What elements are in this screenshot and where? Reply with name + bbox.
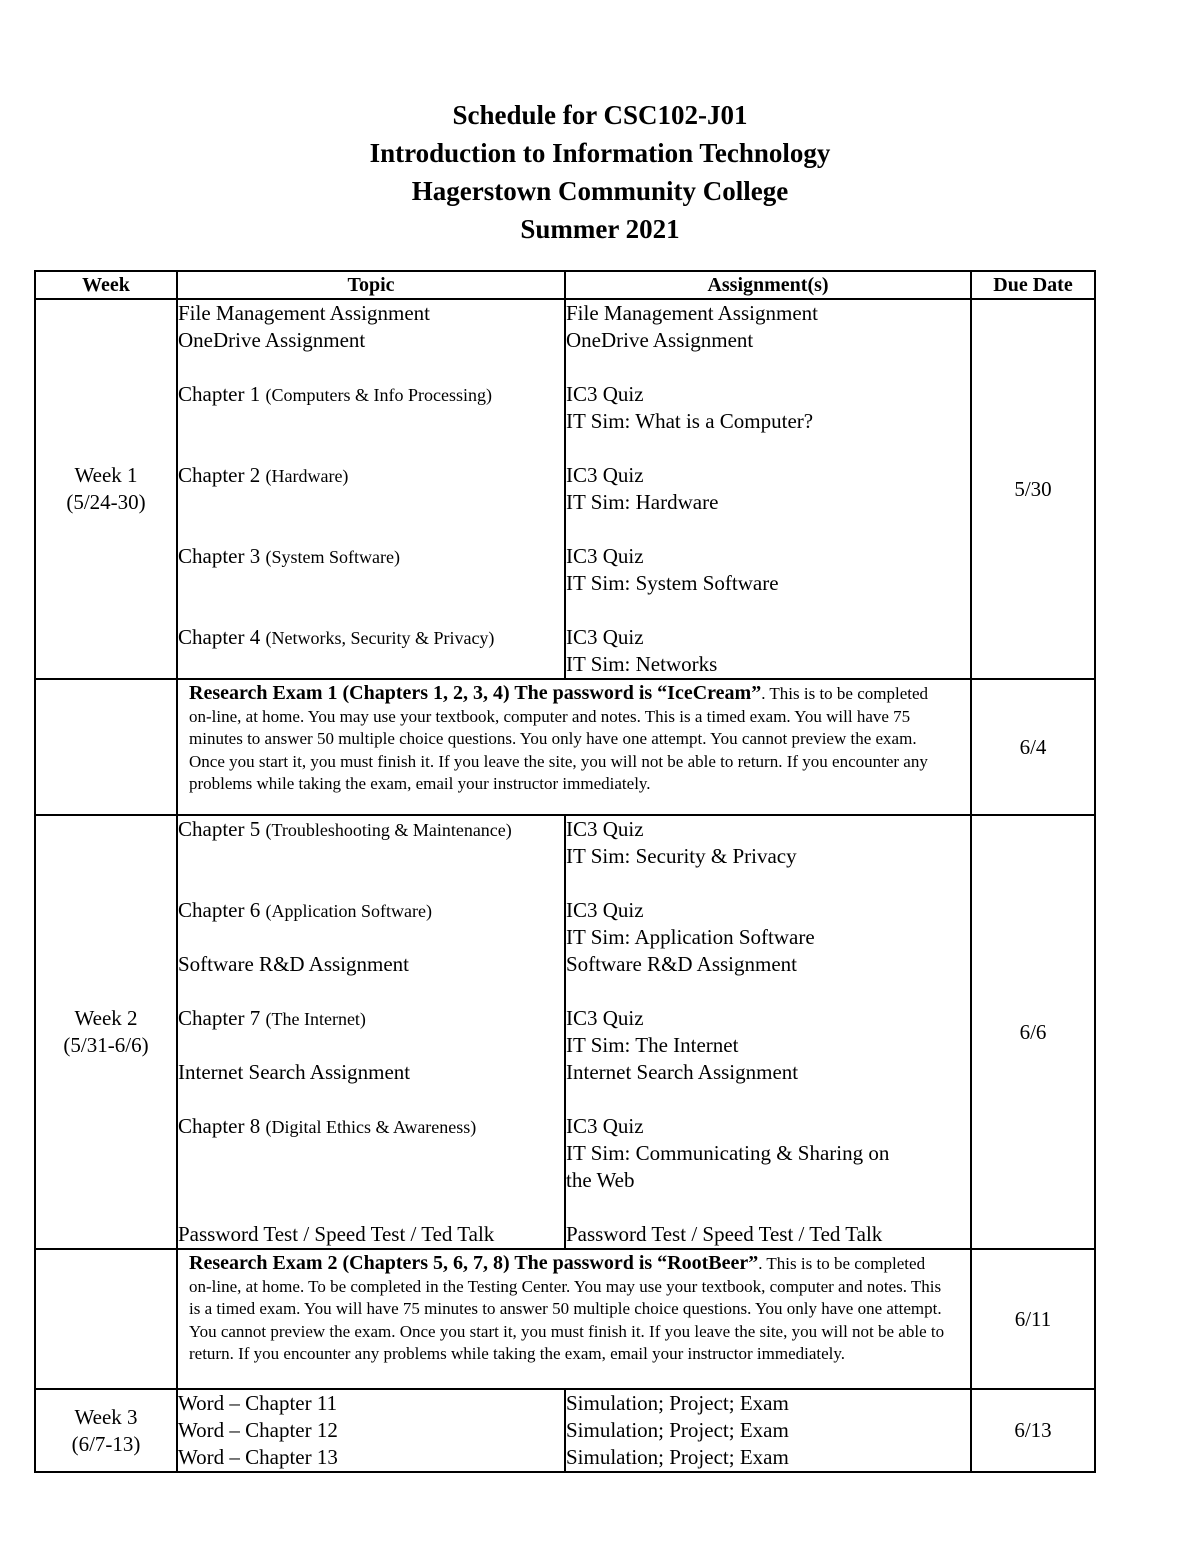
assignment-line: File Management Assignment: [566, 301, 818, 325]
document-title: [0, 96, 1200, 248]
assignment-line: IC3 Quiz: [566, 898, 644, 922]
assignment-line: OneDrive Assignment: [566, 328, 754, 352]
assignment-line: IT Sim: Application Software: [566, 925, 815, 949]
topic-chapter: Chapter 5 (Troubleshooting & Maintenance): [178, 817, 512, 841]
title-term: Summer 2021: [520, 214, 680, 244]
exam1-week-cell: [35, 679, 177, 815]
topic-chapter: Chapter 6 (Application Software): [178, 898, 432, 922]
week2-row: [35, 815, 1095, 1249]
assignment-line: IC3 Quiz: [566, 817, 644, 841]
assignment-line: IC3 Quiz: [566, 1114, 644, 1138]
week2-due-date: 6/6: [971, 815, 1095, 1249]
assignment-line: IT Sim: What is a Computer?: [566, 409, 814, 433]
exam1-due-date: 6/4: [971, 679, 1095, 815]
assignment-line: Simulation; Project; Exam: [566, 1418, 789, 1442]
assignment-line: Simulation; Project; Exam: [566, 1391, 789, 1415]
topic-chapter: Chapter 2 (Hardware): [178, 463, 349, 487]
title-course-name: Introduction to Information Technology: [369, 138, 831, 168]
week1-assignments: [565, 299, 971, 679]
week1-row: [35, 299, 1095, 679]
exam1-body: . This is to be completed on-line, at home. You may use your textbook, computer and notes. This is a timed exam. You will have 75 minutes to answer 50 multiple choice questions. You only have one attempt. You cannot preview the exam. Once you start it, you must finish it. If you leave the site, you will not be able to return. If you encounter any problems while taking the exam, email your instructor immediately.: [189, 684, 929, 793]
topic-chapter: Chapter 8 (Digital Ethics & Awareness): [178, 1114, 477, 1138]
header-row: [35, 271, 1095, 299]
week-label: Week 1: [74, 463, 138, 487]
exam1-heading: Research Exam 1 (Chapters 1, 2, 3, 4) The password is “IceCream”: [189, 682, 762, 704]
week1-due-date: 5/30: [971, 299, 1095, 679]
week2-cell: [35, 815, 177, 1249]
topic-line: Password Test / Speed Test / Ted Talk: [178, 1222, 495, 1246]
week1-topics: [177, 299, 565, 679]
topic-chapter: Chapter 4 (Networks, Security & Privacy): [178, 625, 495, 649]
exam1-row: [35, 679, 1095, 815]
exam2-week-cell: [35, 1249, 177, 1389]
assignment-line: IC3 Quiz: [566, 463, 644, 487]
week-range: (5/31-6/6): [63, 1033, 149, 1057]
topic-line: Software R&D Assignment: [178, 952, 409, 976]
assignment-line: IC3 Quiz: [566, 544, 644, 568]
assignment-line: Software R&D Assignment: [566, 952, 797, 976]
week2-topics: [177, 815, 565, 1249]
assignment-line: Password Test / Speed Test / Ted Talk: [566, 1222, 883, 1246]
week-range: (6/7-13): [71, 1431, 141, 1456]
topic-line: OneDrive Assignment: [178, 328, 366, 352]
week3-assignments: [565, 1389, 971, 1472]
week3-cell: [35, 1389, 177, 1472]
title-college: Hagerstown Community College: [411, 176, 789, 206]
assignment-line: IT Sim: Networks: [566, 652, 718, 676]
week2-assignments: [565, 815, 971, 1249]
header-week: Week: [35, 271, 177, 299]
header-topic: Topic: [177, 271, 565, 299]
week1-cell: [35, 299, 177, 679]
assignment-line: the Web: [566, 1168, 635, 1192]
week3-row: [35, 1389, 1095, 1472]
week-label: Week 2: [74, 1006, 138, 1030]
exam2-row: [35, 1249, 1095, 1389]
topic-line: Internet Search Assignment: [178, 1060, 411, 1084]
exam2-due-date: 6/11: [971, 1249, 1095, 1389]
topic-line: Word – Chapter 12: [178, 1418, 338, 1442]
assignment-line: IT Sim: Security & Privacy: [566, 844, 797, 868]
assignment-line: IC3 Quiz: [566, 625, 644, 649]
week-range: (5/24-30): [66, 490, 146, 514]
exam2-heading: Research Exam 2 (Chapters 5, 6, 7, 8) The password is “RootBeer”: [189, 1252, 759, 1274]
week3-topics: [177, 1389, 565, 1472]
topic-line: Word – Chapter 11: [178, 1391, 338, 1415]
schedule-table: [34, 270, 1096, 1473]
week-label: Week 3: [74, 1404, 138, 1429]
assignment-line: IC3 Quiz: [566, 382, 644, 406]
title-course: Schedule for CSC102-J01: [452, 100, 748, 130]
assignment-line: IC3 Quiz: [566, 1006, 644, 1030]
assignment-line: IT Sim: System Software: [566, 571, 779, 595]
assignment-line: Internet Search Assignment: [566, 1060, 799, 1084]
exam2-body: . This is to be completed on-line, at home. To be completed in the Testing Center. You may use your textbook, computer and notes. This is a timed exam. You will have 75 minutes to answer 50 multiple choice questions. You only have one attempt. You cannot preview the exam. Once you start it, you must finish it. If you leave the site, you will not be able to return. If you encounter any problems while taking the exam, email your instructor immediately.: [189, 1254, 945, 1363]
assignment-line: IT Sim: Communicating & Sharing on: [566, 1141, 890, 1165]
header-assignments: Assignment(s): [565, 271, 971, 299]
assignment-line: IT Sim: The Internet: [566, 1033, 739, 1057]
assignment-line: Simulation; Project; Exam: [566, 1445, 789, 1469]
topic-line: File Management Assignment: [178, 301, 430, 325]
topic-chapter: Chapter 3 (System Software): [178, 544, 400, 568]
topic-line: Word – Chapter 13: [178, 1445, 338, 1469]
topic-chapter: Chapter 7 (The Internet): [178, 1006, 366, 1030]
exam1-description: [177, 679, 971, 815]
header-due-date: Due Date: [971, 271, 1095, 299]
topic-chapter: Chapter 1 (Computers & Info Processing): [178, 382, 492, 406]
week3-due-date: 6/13: [971, 1389, 1095, 1472]
assignment-line: IT Sim: Hardware: [566, 490, 719, 514]
exam2-description: [177, 1249, 971, 1389]
